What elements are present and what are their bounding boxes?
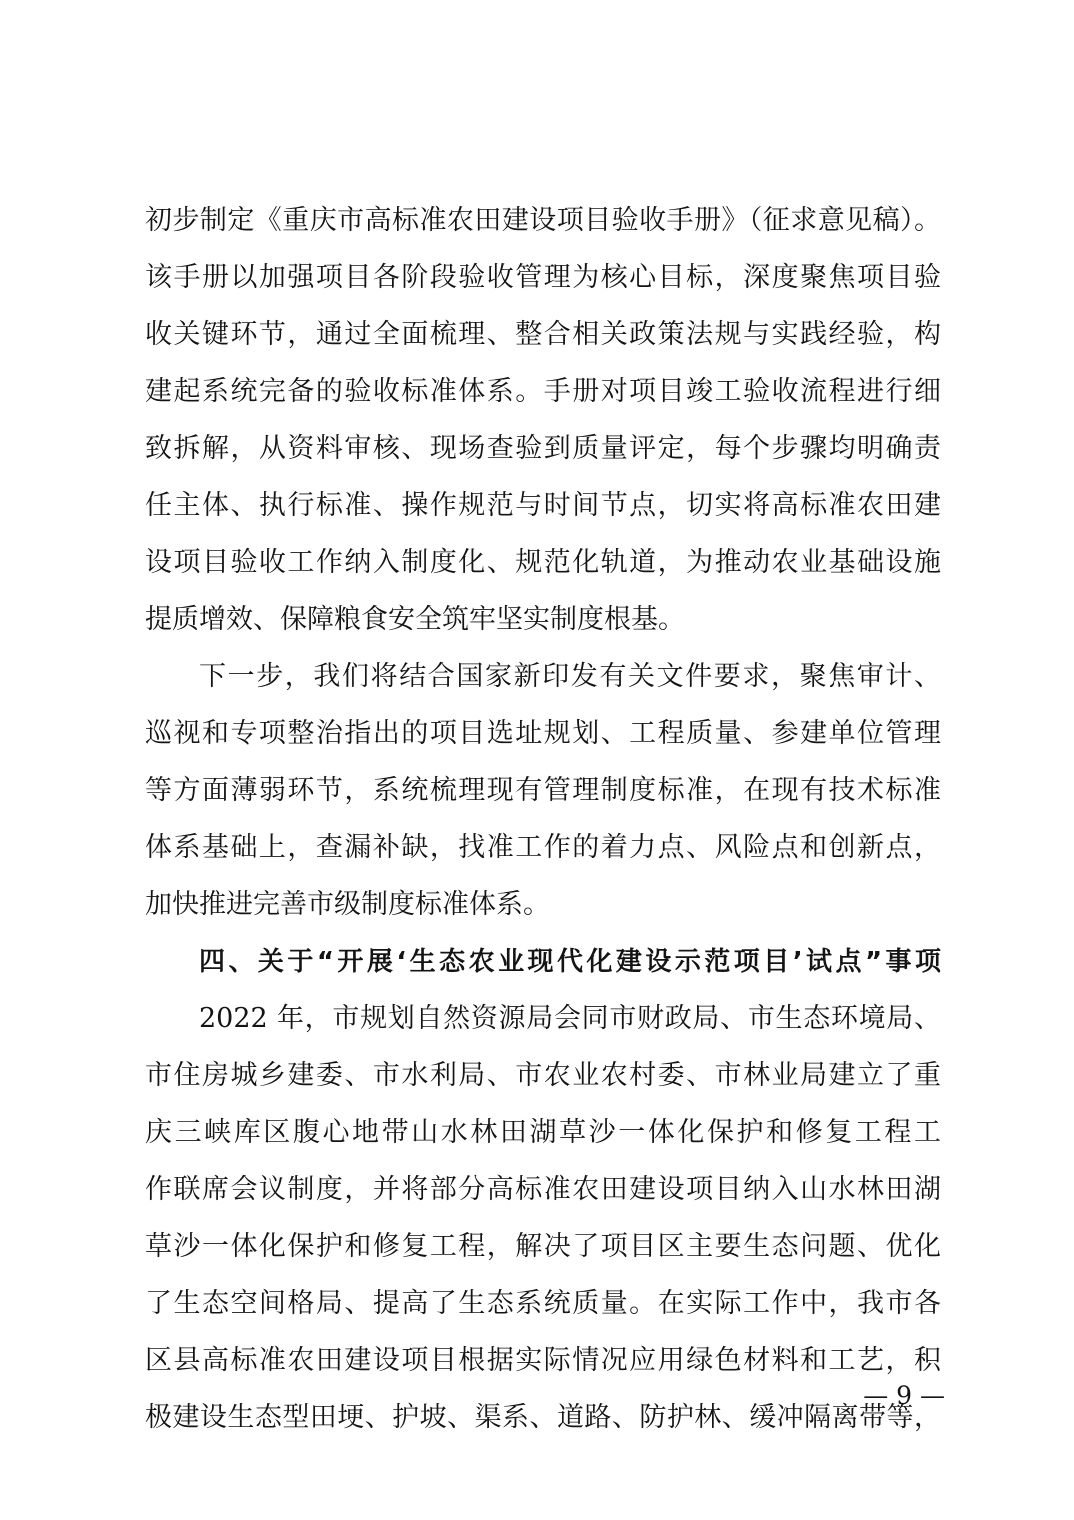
page-number: — 9 — (863, 1381, 945, 1410)
text-line: 极建设生态型田埂、护坡、渠系、道路、防护林、缓冲隔离带等， (145, 1402, 941, 1433)
text-line: 初步制定《重庆市高标准农田建设项目验收手册》（征求意见稿）。 (145, 205, 941, 236)
text-line: 建起系统完备的验收标准体系。手册对项目竣工验收流程进行细 (145, 376, 941, 407)
text-line: 区县高标准农田建设项目根据实际情况应用绿色材料和工艺，积 (145, 1345, 941, 1376)
text-line: 巡视和专项整治指出的项目选址规划、工程质量、参建单位管理 (145, 718, 941, 749)
text-line: 市住房城乡建委、市水利局、市农业农村委、市林业局建立了重 (145, 1060, 941, 1091)
text-line: 加快推进完善市级制度标准体系。 (145, 889, 550, 920)
text-line: 该手册以加强项目各阶段验收管理为核心目标，深度聚焦项目验 (145, 262, 941, 293)
text-line: 收关键环节，通过全面梳理、整合相关政策法规与实践经验，构 (145, 319, 941, 350)
text-line: 提质增效、保障粮食安全筑牢坚实制度根基。 (145, 604, 685, 635)
text-line: 下一步，我们将结合国家新印发有关文件要求，聚焦审计、 (199, 661, 941, 692)
text-line: 庆三峡库区腹心地带山水林田湖草沙一体化保护和修复工程工 (145, 1117, 941, 1148)
text-line: 设项目验收工作纳入制度化、规范化轨道，为推动农业基础设施 (145, 547, 941, 578)
text-line: 致拆解，从资料审核、现场查验到质量评定，每个步骤均明确责 (145, 433, 941, 464)
text-line: 作联席会议制度，并将部分高标准农田建设项目纳入山水林田湖 (145, 1174, 941, 1205)
text-line: 体系基础上，查漏补缺，找准工作的着力点、风险点和创新点， (145, 832, 941, 863)
section-heading: 四、关于“开展‘生态农业现代化建设示范项目’试点”事项 (199, 947, 941, 977)
text-line: 草沙一体化保护和修复工程，解决了项目区主要生态问题、优化 (145, 1231, 941, 1262)
text-line: 任主体、执行标准、操作规范与时间节点，切实将高标准农田建 (145, 490, 941, 521)
text-line: 2022 年，市规划自然资源局会同市财政局、市生态环境局、 (199, 1003, 941, 1034)
text-line: 等方面薄弱环节，系统梳理现有管理制度标准，在现有技术标准 (145, 775, 941, 806)
text-line: 了生态空间格局、提高了生态系统质量。在实际工作中，我市各 (145, 1288, 941, 1319)
